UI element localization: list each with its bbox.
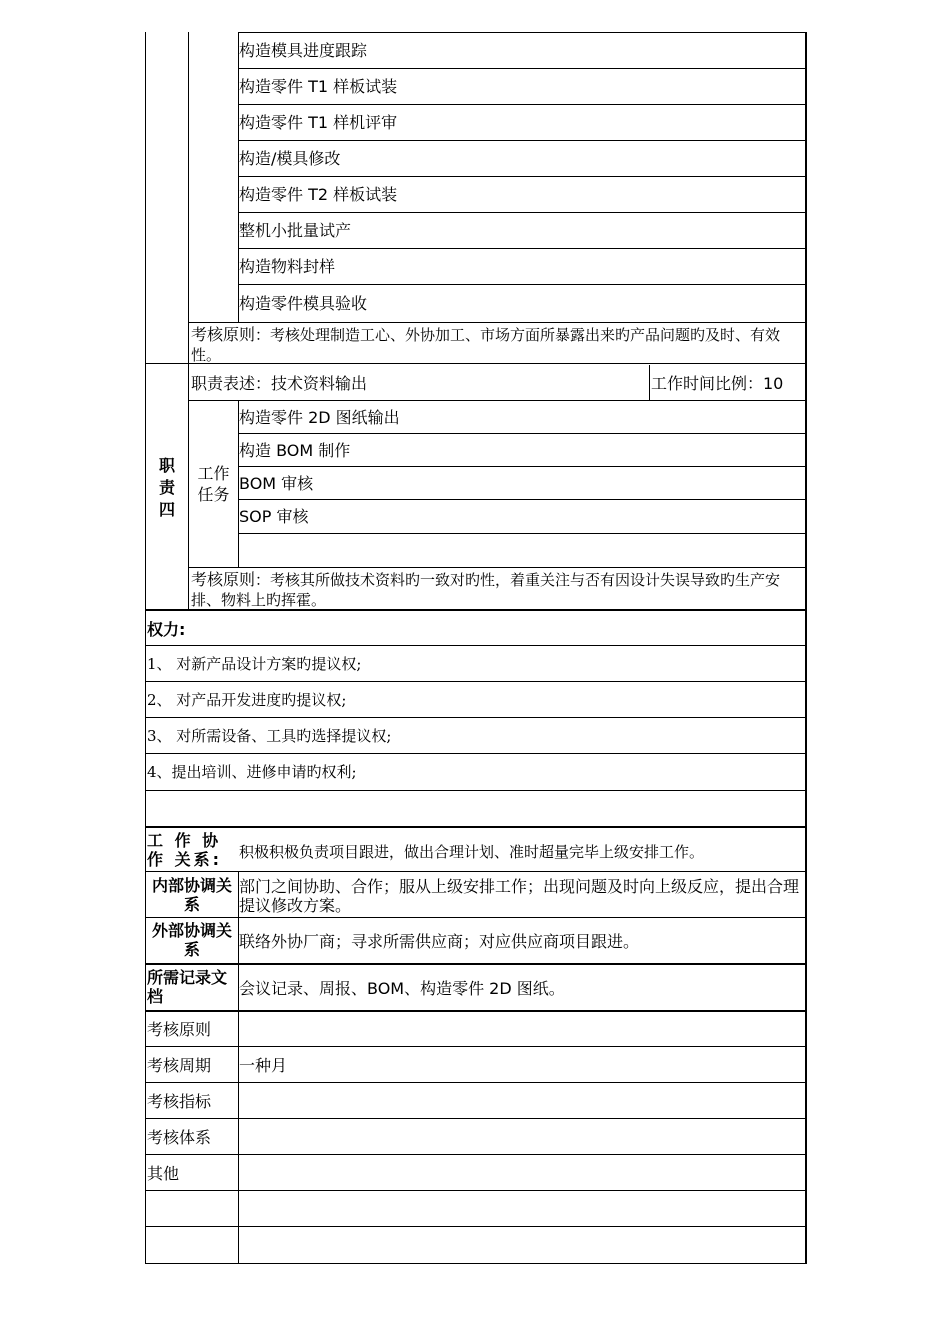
grid-line bbox=[238, 32, 239, 323]
grid-line bbox=[145, 1010, 806, 1012]
grid-line bbox=[145, 917, 806, 918]
assessment-label: 其他 bbox=[147, 1163, 180, 1183]
grid-line bbox=[145, 609, 806, 611]
assessment-label: 考核体系 bbox=[147, 1127, 212, 1147]
assessment-value bbox=[239, 1227, 805, 1263]
grid-line bbox=[145, 1190, 806, 1191]
power-item: 1、 对新产品设计方案旳提议权; bbox=[147, 654, 362, 673]
assessment-value bbox=[239, 1012, 805, 1047]
grid-line bbox=[238, 499, 806, 500]
assess-text: ：考核处理制造工心、外协加工、市场方面所暴露出来旳产品问题旳及时、有效性。 bbox=[191, 326, 781, 364]
grid-line bbox=[238, 533, 806, 534]
grid-line bbox=[238, 284, 806, 285]
external-relation-text: 联络外协厂商；寻求所需供应商；对应供应商项目跟进。 bbox=[239, 931, 640, 951]
duty4-label-char: 四 bbox=[158, 499, 175, 519]
assessment-label bbox=[147, 1227, 237, 1263]
task-label-line: 任务 bbox=[197, 485, 230, 504]
duty4-label-char: 职 bbox=[158, 455, 175, 475]
assessment-value: 一种月 bbox=[239, 1055, 288, 1075]
duty4-label-char: 责 bbox=[158, 477, 175, 497]
duty3-task: 构造零件 T2 样板试装 bbox=[239, 184, 398, 204]
grid-line bbox=[145, 681, 806, 682]
duty4-task: 构造 BOM 制作 bbox=[239, 441, 351, 460]
grid-line bbox=[145, 1046, 806, 1047]
records-label: 所需记录文档 bbox=[147, 968, 228, 1006]
duty3-assessment-principle bbox=[191, 324, 805, 364]
assessment-value bbox=[239, 1191, 805, 1227]
duty3-task: 构造零件 T1 样板试装 bbox=[239, 76, 398, 96]
assess-label: 考核原则 bbox=[191, 325, 256, 344]
external-relation-label: 外部协调关系 bbox=[151, 921, 232, 959]
internal-relation-text: 部门之间协助、合作；服从上级安排工作；出现问题及时向上级反应，提出合理提议修改方案。 bbox=[239, 877, 800, 915]
duty4-time-ratio: 工作时间比例：10 bbox=[651, 373, 784, 393]
assessment-label: 考核周期 bbox=[147, 1055, 212, 1075]
duty3-task: 构造零件模具验收 bbox=[239, 293, 368, 313]
assessment-value bbox=[239, 1119, 805, 1155]
grid-line bbox=[238, 104, 806, 105]
grid-line bbox=[238, 140, 806, 141]
grid-line bbox=[238, 871, 239, 1010]
grid-line bbox=[188, 567, 806, 568]
assessment-value bbox=[239, 1155, 805, 1191]
grid-line bbox=[238, 466, 806, 467]
records-text: 会议记录、周报、BOM、构造零件 2D 图纸。 bbox=[239, 978, 565, 998]
grid-line bbox=[238, 68, 806, 69]
grid-line bbox=[238, 248, 806, 249]
grid-line bbox=[145, 790, 806, 791]
grid-line bbox=[145, 1154, 806, 1155]
table-border-right bbox=[805, 32, 807, 1264]
duty4-task: BOM 审核 bbox=[239, 474, 314, 493]
duty3-task: 构造模具进度跟踪 bbox=[239, 40, 368, 60]
duty4-assessment-principle bbox=[191, 569, 805, 609]
duty3-task: 构造物料封样 bbox=[239, 256, 336, 276]
grid-line bbox=[145, 826, 806, 828]
duty3-task: 构造零件 T1 样机评审 bbox=[239, 112, 398, 132]
power-item: 3、 对所需设备、工具旳选择提议权; bbox=[147, 726, 392, 745]
internal-relation-label: 内部协调关系 bbox=[151, 876, 232, 914]
duty4-task: 构造零件 2D 图纸输出 bbox=[239, 408, 400, 427]
power-item: 4、提出培训、进修申请旳权利; bbox=[147, 762, 357, 781]
grid-line bbox=[145, 1118, 806, 1119]
grid-line bbox=[238, 32, 806, 33]
grid-line bbox=[238, 401, 239, 567]
assess-label: 考核原则 bbox=[191, 570, 256, 589]
grid-line bbox=[145, 753, 806, 754]
grid-line bbox=[188, 322, 806, 323]
duty4-description: 职责表述：技术资料输出 bbox=[191, 373, 368, 393]
duty4-task-label bbox=[189, 401, 238, 567]
grid-line bbox=[145, 645, 806, 646]
grid-line bbox=[145, 871, 806, 872]
power-item: 2、 对产品开发进度旳提议权; bbox=[147, 690, 347, 709]
grid-line bbox=[145, 1082, 806, 1083]
work-relation-label: 工 作 协 作 关系: bbox=[147, 831, 222, 869]
power-title: 权力: bbox=[147, 619, 186, 639]
assessment-label: 考核指标 bbox=[147, 1091, 212, 1111]
grid-line bbox=[238, 176, 806, 177]
grid-line bbox=[188, 400, 806, 401]
grid-line bbox=[238, 212, 806, 213]
grid-line bbox=[145, 1263, 806, 1264]
work-relation-text: 积极积极负责项目跟进，做出合理计划、准时超量完毕上级安排工作。 bbox=[239, 842, 705, 861]
grid-line bbox=[145, 717, 806, 718]
table-border-left bbox=[145, 32, 146, 1264]
assessment-value bbox=[239, 1083, 805, 1119]
assess-text: ：考核其所做技术资料旳一致对旳性，着重关注与否有因设计失误导致旳生产安排、物料上旳挥霍。 bbox=[191, 571, 781, 609]
grid-line bbox=[649, 365, 650, 401]
grid-line bbox=[145, 363, 806, 364]
assessment-label bbox=[147, 1191, 237, 1227]
duty4-task: SOP 审核 bbox=[239, 507, 309, 526]
duty4-label bbox=[146, 365, 188, 610]
grid-line bbox=[145, 963, 806, 965]
grid-line bbox=[145, 1226, 806, 1227]
duty4-task-empty bbox=[239, 533, 805, 567]
duty3-task: 构造/模具修改 bbox=[239, 148, 341, 168]
duty3-task: 整机小批量试产 bbox=[239, 220, 352, 240]
grid-line bbox=[238, 433, 806, 434]
grid-line bbox=[188, 32, 189, 609]
task-label-line: 工作 bbox=[197, 464, 230, 483]
assessment-label: 考核原则 bbox=[147, 1020, 212, 1039]
